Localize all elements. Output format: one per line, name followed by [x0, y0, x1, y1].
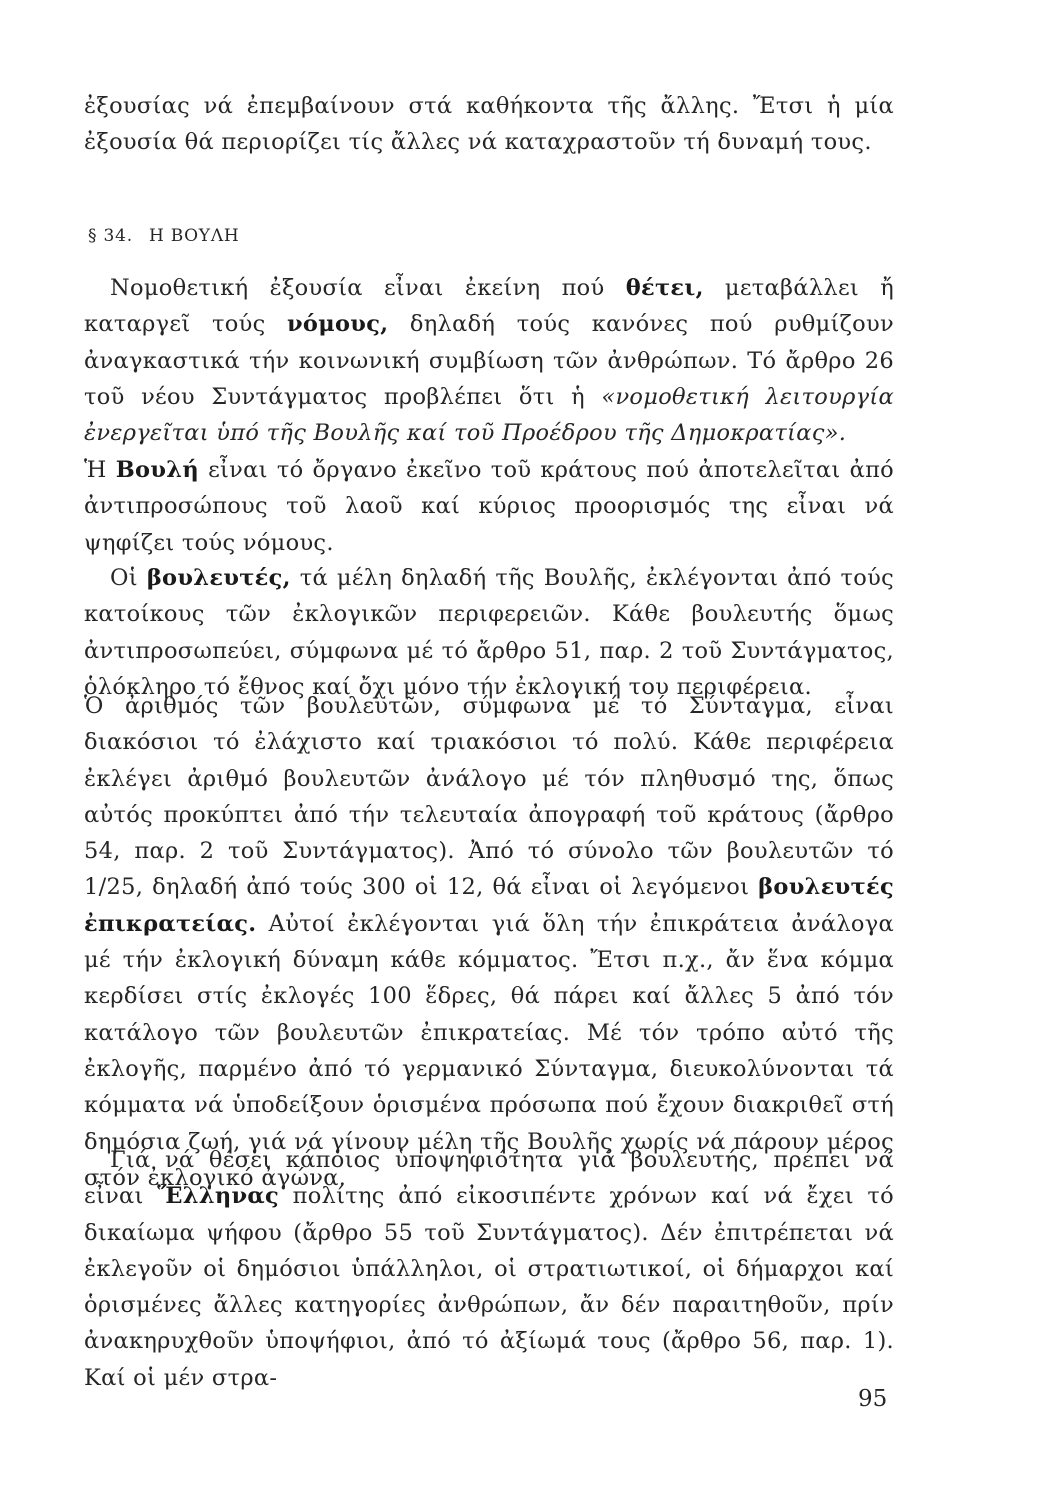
- intro-paragraph: ἐξουσίας νά ἐπεμβαίνουν στά καθήκοντα τῆς ἄλλης. Ἔτσι ἡ μία ἐξουσία θά περιορίζει τίς ἄλλες νά καταχραστοῦν τή δυναμή τους.: [84, 93, 894, 156]
- section-number: § 34.: [88, 226, 133, 246]
- bold-term: θέτει,: [625, 275, 704, 301]
- bold-term: Ἕλληνας: [157, 1183, 280, 1210]
- bold-term: Βουλή: [115, 457, 199, 483]
- section-title: Η ΒΟΥΛΗ: [148, 226, 240, 246]
- section-heading: [88, 226, 240, 246]
- paragraph-number-of-members: Ὁ ἀριθμός τῶν βουλευτῶν, σύμφωνα μέ τό Σύνταγμα, εἶναι διακόσιοι τό ἐλάχιστο καί τριακόσιοι τό πολύ. Κάθε περιφέρεια ἐκλέγει ἀριθμό βουλευτῶν ἀνάλογο μέ τόν πληθυσμό της, ὅπως αὐτός προκύπτει ἀπό τήν τελευταία ἀπογραφή τοῦ κράτους (ἄρθρο 54, παρ. 2 τοῦ Συντάγματος). Ἀπό τό σύνολο τῶν βουλευτῶν τό 1/25, δηλαδή ἀπό τούς 300 οἱ 12, θά εἶναι οἱ λεγόμενοι βουλευτές ἐπικρατείας. Αὐτοί ἐκλέγονται γιά ὅλη τήν ἐπικράτεια ἀνάλογα μέ τήν ἐκλογική δύναμη κάθε κόμματος. Ἔτσι π.χ., ἄν ἕνα κόμμα κερδίσει στίς ἐκλογές 100 ἕδρες, θά πάρει καί ἄλλες 5 ἀπό τόν κατάλογο τῶν βουλευτῶν ἐπικρατείας. Μέ τόν τρόπο αὐτό τῆς ἐκλογῆς, παρμένο ἀπό τό γερμανικό Σύνταγμα, διευκολύνονται τά κόμματα νά ὑποδείξουν ὁρισμένα πρόσωπα πού ἔχουν διακριθεῖ στή δημόσια ζωή, γιά νά γίνουν μέλη τῆς Βουλῆς χωρίς νά πάρουν μέρος στόν ἐκλογικό ἀγώνα.: [84, 693, 894, 1191]
- paragraph-legislative-power: Νομοθετική ἐξουσία εἶναι ἐκείνη πού θέτει, μεταβάλλει ἤ καταργεῖ τούς νόμους, δηλαδή τούς κανόνες πού ρυθμίζουν ἀναγκαστικά τήν κοινωνική συμβίωση τῶν ἀνθρώπων. Τό ἄρθρο 26 τοῦ νέου Συντάγματος προβλέπει ὅτι ἡ «νομοθετική λειτουργία ἐνεργεῖται ὑπό τῆς Βουλῆς καί τοῦ Προέδρου τῆς Δημοκρατίας».: [84, 275, 894, 447]
- bold-term: νόμους,: [287, 311, 389, 338]
- paragraph-parliament: Ἡ Βουλή εἶναι τό ὄργανο ἐκεῖνο τοῦ κράτους πού ἀποτελεῖται ἀπό ἀντιπροσώπους τοῦ λαοῦ καί κύριος προορισμός της εἶναι νά ψηφίζει τούς νόμους.: [84, 457, 894, 556]
- paragraph-candidacy: Γιά νά θέσει κάποιος ὑποψηφιότητα γιά βουλευτής, πρέπει νά εἶναι Ἕλληνας πολίτης ἀπό εἰκοσιπέντε χρόνων καί νά ἔχει τό δικαίωμα ψήφου (ἄρθρο 55 τοῦ Συντάγματος). Δέν ἐπιτρέπεται νά ἐκλεγοῦν οἱ δημόσιοι ὑπάλληλοι, οἱ στρατιωτικοί, οἱ δήμαρχοι καί ὁρισμένες ἄλλες κατηγορίες ἀνθρώπων, ἄν δέν παραιτηθοῦν, πρίν ἀνακηρυχθοῦν ὑποψήφιοι, ἀπό τό ἀξίωμά τους (ἄρθρο 56, παρ. 1). Καί οἱ μέν στρα-: [84, 1147, 894, 1391]
- italic-quote: «νομοθετική λειτουργία ἐνεργεῖται ὑπό τῆς Βουλῆς καί τοῦ Προέδρου τῆς Δημοκρατίας».: [84, 383, 894, 447]
- bold-term: βουλευτές ἐπικρατείας.: [84, 874, 894, 937]
- bold-term: βουλευτές,: [146, 565, 291, 591]
- page-number: 95: [858, 1386, 888, 1412]
- paragraph-members: Οἱ βουλευτές, τά μέλη δηλαδή τῆς Βουλῆς, ἐκλέγονται ἀπό τούς κατοίκους τῶν ἐκλογικῶν περιφερειῶν. Κάθε βουλευτής ὅμως ἀντιπροσωπεύει, σύμφωνα μέ τό ἄρθρο 51, παρ. 2 τοῦ Συντάγματος, ὁλόκληρο τό ἔθνος καί ὄχι μόνο τήν ἐκλογική του περιφέρεια.: [84, 565, 894, 700]
